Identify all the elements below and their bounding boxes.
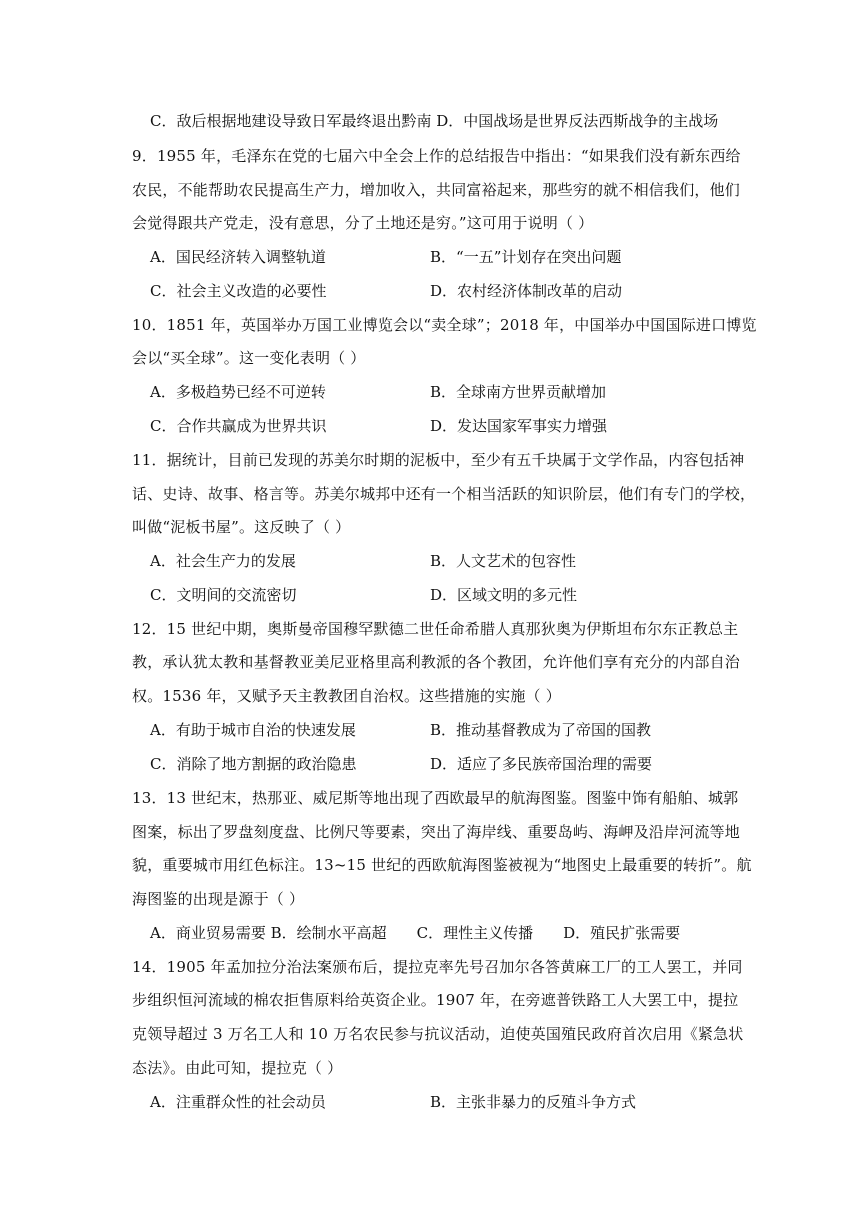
q9-stem-line-3: 会觉得跟共产党走，没有意思，分了土地还是穷。”这可用于说明（ ） (132, 214, 594, 232)
q10-stem-line-2: 会以“买全球”。这一变化表明（ ） (132, 349, 366, 367)
q10-option-a: A．多极趋势已经不可逆转 (150, 383, 326, 401)
q13-stem-line-1: 13．13 世纪末，热那亚、威尼斯等地出现了西欧最早的航海图鉴。图鉴中饰有船舶、城郭 (132, 789, 739, 807)
q13-options: A．商业贸易需要 B．绘制水平高超 C．理性主义传播 D．殖民扩张需要 (150, 924, 681, 942)
q12-stem-line-3: 权。1536 年，又赋予天主教教团自治权。这些措施的实施（ ） (132, 687, 561, 705)
q12-option-d: D．适应了多民族帝国治理的需要 (430, 755, 653, 773)
prev-question-options: C．敌后根据地建设导致日军最终退出黔南 D．中国战场是世界反法西斯战争的主战场 (150, 112, 719, 130)
q10-stem-line-1: 10．1851 年，英国举办万国工业博览会以“卖全球”；2018 年，中国举办中国国际进口博览 (132, 316, 757, 334)
q11-option-a: A．社会生产力的发展 (150, 552, 296, 570)
q10-option-b: B．全球南方世界贡献增加 (430, 383, 607, 401)
q14-stem-line-2: 步组织恒河流域的棉农拒售原料给英资企业。1907 年，在旁遮普铁路工人大罢工中，提拉 (132, 991, 739, 1009)
q14-stem-line-1: 14．1905 年孟加拉分治法案颁布后，提拉克率先号召加尔各答黄麻工厂的工人罢工，并同 (132, 958, 743, 976)
q14-stem-line-3: 克领导超过 3 万名工人和 10 万名农民参与抗议活动，迫使英国殖民政府首次启用《紧急状 (132, 1025, 744, 1043)
q9-option-a: A．国民经济转入调整轨道 (150, 248, 326, 266)
q11-stem-line-3: 叫做“泥板书屋”。这反映了（ ） (132, 518, 351, 536)
q12-option-c: C．消除了地方割据的政治隐患 (150, 755, 357, 773)
q12-option-a: A．有助于城市自治的快速发展 (150, 721, 356, 739)
q9-option-d: D．农村经济体制改革的启动 (430, 282, 623, 300)
q12-stem-line-2: 教，承认犹太教和基督教亚美尼亚格里高利教派的各个教团，允许他们享有充分的内部自治 (132, 653, 741, 671)
q11-option-b: B．人文艺术的包容性 (430, 552, 577, 570)
q14-option-b: B．主张非暴力的反殖斗争方式 (430, 1093, 637, 1111)
q10-option-d: D．发达国家军事实力增强 (430, 417, 608, 435)
q10-option-c: C．合作共赢成为世界共识 (150, 417, 327, 435)
q11-option-d: D．区域文明的多元性 (430, 586, 578, 604)
q9-option-c: C．社会主义改造的必要性 (150, 282, 327, 300)
q13-stem-line-4: 海图鉴的出现是源于（ ） (132, 890, 305, 908)
q9-stem-line-2: 农民，不能帮助农民提高生产力，增加收入，共同富裕起来，那些穷的就不相信我们，他们 (132, 181, 741, 199)
q9-stem-line-1: 9．1955 年，毛泽东在党的七届六中全会上作的总结报告中指出：“如果我们没有新东西给 (132, 147, 741, 165)
q13-stem-line-3: 貌，重要城市用红色标注。13~15 世纪的西欧航海图鉴被视为“地图史上最重要的转折”。航 (132, 856, 752, 874)
q14-option-a: A．注重群众性的社会动员 (150, 1093, 326, 1111)
q11-stem-line-2: 话、史诗、故事、格言等。苏美尔城邦中还有一个相当活跃的知识阶层，他们有专门的学校， (132, 485, 756, 503)
q14-stem-line-4: 态法》。由此可知，提拉克（ ） (132, 1059, 343, 1077)
q13-stem-line-2: 图案，标出了罗盘刻度盘、比例尺等要素，突出了海岸线、重要岛屿、海岬及沿岸河流等地 (132, 823, 741, 841)
q12-option-b: B．推动基督教成为了帝国的国教 (430, 721, 652, 739)
q11-option-c: C．文明间的交流密切 (150, 586, 297, 604)
q9-option-b: B．“一五”计划存在突出问题 (430, 248, 622, 266)
q11-stem-line-1: 11．据统计，目前已发现的苏美尔时期的泥板中，至少有五千块属于文学作品，内容包括神 (132, 451, 745, 469)
q12-stem-line-1: 12．15 世纪中期，奥斯曼帝国穆罕默德二世任命希腊人真那狄奥为伊斯坦布尔东正教总主 (132, 620, 739, 638)
